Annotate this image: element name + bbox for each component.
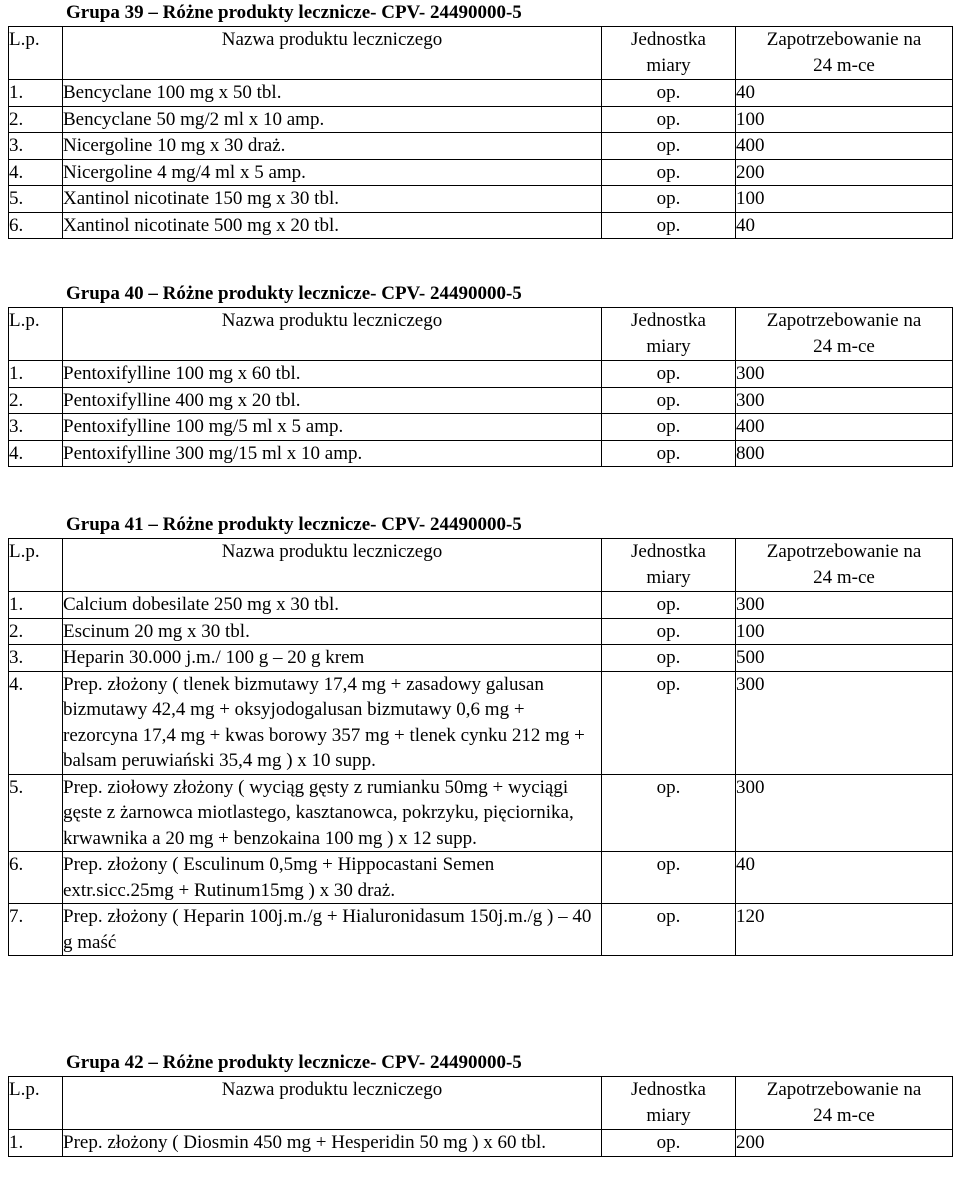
- row-name: Pentoxifylline 100 mg x 60 tbl.: [63, 361, 602, 388]
- header-qty-line2: 24 m-ce: [813, 55, 875, 76]
- row-lp: 4.: [9, 440, 63, 467]
- row-qty: 400: [736, 414, 953, 441]
- row-lp: 3.: [9, 414, 63, 441]
- table-row: [9, 645, 953, 672]
- row-unit: op.: [602, 133, 736, 160]
- row-unit: op.: [602, 80, 736, 107]
- row-name: Pentoxifylline 400 mg x 20 tbl.: [63, 387, 602, 414]
- table-header-row: [9, 539, 953, 592]
- row-qty: 100: [736, 186, 953, 213]
- row-unit: op.: [602, 671, 736, 774]
- row-lp: 2.: [9, 618, 63, 645]
- row-qty: 200: [736, 1130, 953, 1157]
- row-lp: 1.: [9, 1130, 63, 1157]
- table-row: [9, 904, 953, 956]
- row-lp: 4.: [9, 159, 63, 186]
- row-qty: 100: [736, 106, 953, 133]
- row-lp: 2.: [9, 387, 63, 414]
- row-unit: op.: [602, 387, 736, 414]
- table-row: [9, 186, 953, 213]
- table-row: [9, 852, 953, 904]
- row-lp: 1.: [9, 361, 63, 388]
- row-unit: op.: [602, 106, 736, 133]
- header-unit-line1: Jednostka: [631, 1079, 706, 1100]
- header-qty: [736, 27, 953, 80]
- row-qty: 40: [736, 212, 953, 239]
- row-unit: op.: [602, 645, 736, 672]
- row-qty: 500: [736, 645, 953, 672]
- table-row: [9, 387, 953, 414]
- row-name: Heparin 30.000 j.m./ 100 g – 20 g krem: [63, 645, 602, 672]
- row-unit: op.: [602, 414, 736, 441]
- row-name: Bencyclane 50 mg/2 ml x 10 amp.: [63, 106, 602, 133]
- row-qty: 300: [736, 671, 953, 774]
- header-name: Nazwa produktu leczniczego: [63, 539, 602, 592]
- row-lp: 5.: [9, 186, 63, 213]
- header-name: Nazwa produktu leczniczego: [63, 27, 602, 80]
- header-unit-line2: miary: [646, 336, 691, 357]
- row-lp: 6.: [9, 852, 63, 904]
- header-lp: L.p.: [9, 539, 63, 592]
- row-unit: op.: [602, 852, 736, 904]
- header-qty-line2: 24 m-ce: [813, 1105, 875, 1126]
- row-unit: op.: [602, 159, 736, 186]
- product-table: [8, 1076, 953, 1157]
- row-lp: 1.: [9, 592, 63, 619]
- header-qty: [736, 308, 953, 361]
- row-name: Prep. złożony ( Heparin 100j.m./g + Hialuronidasum 150j.m./g ) – 40 g maść: [63, 904, 602, 956]
- row-name: Nicergoline 4 mg/4 ml x 5 amp.: [63, 159, 602, 186]
- row-unit: op.: [602, 361, 736, 388]
- table-header-row: [9, 27, 953, 80]
- header-unit-line1: Jednostka: [631, 541, 706, 562]
- group-title: Grupa 42 – Różne produkty lecznicze- CPV- 24490000-5: [66, 1052, 522, 1073]
- table-row: [9, 414, 953, 441]
- row-unit: op.: [602, 618, 736, 645]
- row-qty: 300: [736, 592, 953, 619]
- table-row: [9, 1130, 953, 1157]
- row-unit: op.: [602, 186, 736, 213]
- row-qty: 400: [736, 133, 953, 160]
- row-name: Bencyclane 100 mg x 50 tbl.: [63, 80, 602, 107]
- header-qty-line1: Zapotrzebowanie na: [766, 541, 922, 562]
- row-qty: 100: [736, 618, 953, 645]
- row-lp: 3.: [9, 133, 63, 160]
- header-unit: [602, 539, 736, 592]
- table-row: [9, 774, 953, 852]
- row-unit: op.: [602, 904, 736, 956]
- header-qty-line1: Zapotrzebowanie na: [766, 1079, 922, 1100]
- row-name: Nicergoline 10 mg x 30 draż.: [63, 133, 602, 160]
- row-lp: 1.: [9, 80, 63, 107]
- group-title: Grupa 41 – Różne produkty lecznicze- CPV- 24490000-5: [66, 514, 522, 535]
- row-unit: op.: [602, 774, 736, 852]
- table-header-row: [9, 308, 953, 361]
- row-name: Calcium dobesilate 250 mg x 30 tbl.: [63, 592, 602, 619]
- row-name: Escinum 20 mg x 30 tbl.: [63, 618, 602, 645]
- header-lp: L.p.: [9, 1077, 63, 1130]
- table-row: [9, 159, 953, 186]
- table-row: [9, 133, 953, 160]
- row-qty: 200: [736, 159, 953, 186]
- row-name: Pentoxifylline 100 mg/5 ml x 5 amp.: [63, 414, 602, 441]
- header-name: Nazwa produktu leczniczego: [63, 1077, 602, 1130]
- table-row: [9, 106, 953, 133]
- row-lp: 4.: [9, 671, 63, 774]
- row-lp: 5.: [9, 774, 63, 852]
- table-row: [9, 440, 953, 467]
- row-name: Prep. ziołowy złożony ( wyciąg gęsty z rumianku 50mg + wyciągi gęste z żarnowca miotlastego, kasztanowca, pokrzyku, pięciornika, krwawnika a 20 mg + benzokaina 100 mg ) x 12 supp.: [63, 774, 602, 852]
- row-lp: 7.: [9, 904, 63, 956]
- group-title: Grupa 40 – Różne produkty lecznicze- CPV- 24490000-5: [66, 283, 522, 304]
- table-row: [9, 361, 953, 388]
- header-unit-line2: miary: [646, 55, 691, 76]
- header-unit: [602, 308, 736, 361]
- table-header-row: [9, 1077, 953, 1130]
- table-row: [9, 212, 953, 239]
- table-row: [9, 80, 953, 107]
- row-unit: op.: [602, 1130, 736, 1157]
- product-table: [8, 307, 953, 467]
- table-row: [9, 671, 953, 774]
- header-qty-line2: 24 m-ce: [813, 567, 875, 588]
- row-qty: 800: [736, 440, 953, 467]
- header-qty-line2: 24 m-ce: [813, 336, 875, 357]
- row-name: Xantinol nicotinate 150 mg x 30 tbl.: [63, 186, 602, 213]
- row-qty: 40: [736, 852, 953, 904]
- row-lp: 3.: [9, 645, 63, 672]
- header-qty: [736, 1077, 953, 1130]
- row-qty: 300: [736, 774, 953, 852]
- header-unit-line2: miary: [646, 567, 691, 588]
- header-unit: [602, 27, 736, 80]
- header-qty-line1: Zapotrzebowanie na: [766, 29, 922, 50]
- row-qty: 40: [736, 80, 953, 107]
- header-lp: L.p.: [9, 27, 63, 80]
- header-name: Nazwa produktu leczniczego: [63, 308, 602, 361]
- header-lp: L.p.: [9, 308, 63, 361]
- table-row: [9, 592, 953, 619]
- product-table: [8, 538, 953, 956]
- header-unit-line1: Jednostka: [631, 310, 706, 331]
- header-unit: [602, 1077, 736, 1130]
- row-unit: op.: [602, 592, 736, 619]
- header-unit-line1: Jednostka: [631, 29, 706, 50]
- row-qty: 300: [736, 361, 953, 388]
- header-qty: [736, 539, 953, 592]
- row-qty: 300: [736, 387, 953, 414]
- row-name: Pentoxifylline 300 mg/15 ml x 10 amp.: [63, 440, 602, 467]
- row-lp: 2.: [9, 106, 63, 133]
- product-table: [8, 26, 953, 239]
- header-unit-line2: miary: [646, 1105, 691, 1126]
- table-row: [9, 618, 953, 645]
- row-name: Xantinol nicotinate 500 mg x 20 tbl.: [63, 212, 602, 239]
- group-title: Grupa 39 – Różne produkty lecznicze- CPV- 24490000-5: [66, 2, 522, 23]
- row-name: Prep. złożony ( tlenek bizmutawy 17,4 mg + zasadowy galusan bizmutawy 42,4 mg + oksyjodogalusan bizmutawy 0,6 mg + rezorcyna 17,4 mg + kwas borowy 357 mg + tlenek cynku 212 mg + balsam peruwiański 35,4 mg ) x 10 supp.: [63, 671, 602, 774]
- row-qty: 120: [736, 904, 953, 956]
- header-qty-line1: Zapotrzebowanie na: [766, 310, 922, 331]
- row-lp: 6.: [9, 212, 63, 239]
- row-unit: op.: [602, 440, 736, 467]
- row-name: Prep. złożony ( Diosmin 450 mg + Hesperidin 50 mg ) x 60 tbl.: [63, 1130, 602, 1157]
- row-name: Prep. złożony ( Esculinum 0,5mg + Hippocastani Semen extr.sicc.25mg + Rutinum15mg ) x 30 draż.: [63, 852, 602, 904]
- row-unit: op.: [602, 212, 736, 239]
